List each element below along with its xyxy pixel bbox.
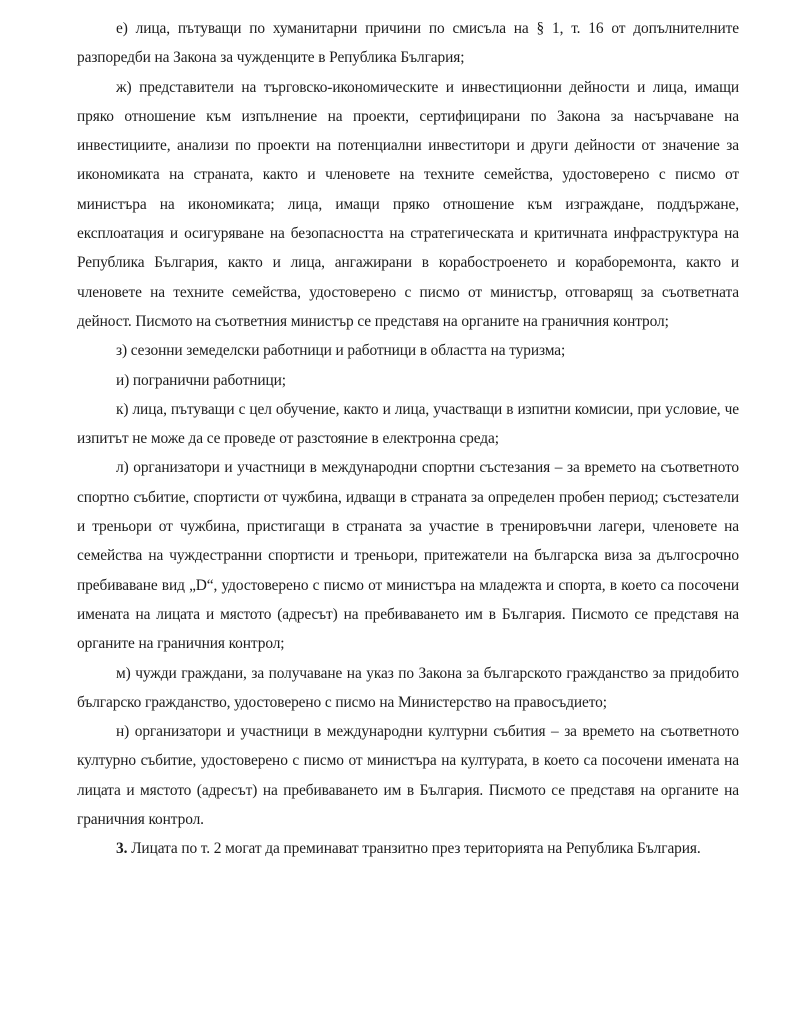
paragraph-text: м) чужди граждани, за получаване на указ по Закона за българското гражданство за придобито българско гражданство, удостоверено с писмо на Министерство на правосъдието;	[77, 664, 739, 711]
paragraph-m	[77, 659, 739, 718]
paragraph-e	[77, 14, 739, 73]
paragraph-k	[77, 395, 739, 454]
paragraph-l	[77, 453, 739, 658]
paragraph-i	[77, 366, 739, 395]
paragraph-text: е) лица, пътуващи по хуманитарни причини по смисъла на § 1, т. 16 от допълнителните разпоредби на Закона за чужденците в Република България;	[77, 20, 739, 67]
paragraph-text: л) организатори и участници в международни спортни състезания – за времето на съответното спортно събитие, спортисти от чужбина, идващи в страната за определен пробен период; състезатели и треньори от чужбина, пристигащи в страната за участие в тренировъчни лагери, членовете на семейства на чуждестранни спортисти и треньори, притежатели на българска виза за дългосрочно пребиваване вид „D“, удостоверено с писмо от министъра на младежта и спорта, в което са посочени имената на лицата и мястото (адресът) на пребиваването им в България. Писмото се представя на органите на граничния контрол;	[77, 459, 739, 653]
paragraph-number: 3.	[116, 840, 128, 858]
paragraph-text: з) сезонни земеделски работници и работници в областта на туризма;	[116, 342, 566, 360]
document-page	[77, 14, 739, 864]
paragraph-z	[77, 336, 739, 365]
paragraph-n	[77, 717, 739, 834]
paragraph-text: к) лица, пътуващи с цел обучение, както и лица, участващи в изпитни комисии, при условие, че изпитът не може да се проведе от разстояние в електронна среда;	[77, 400, 739, 448]
paragraph-text: и) погранични работници;	[116, 371, 286, 389]
paragraph-text: н) организатори и участници в международни културни събития – за времето на съответното културно събитие, удостоверено с писмо от министъра на културата, в което са посочени имената на лицата и мястото (адресът) на пребиваването им в България. Писмото се представя на органите на граничния контрол.	[77, 723, 739, 829]
paragraph-text: Лицата по т. 2 могат да преминават транзитно през територията на Република България.	[127, 840, 701, 858]
paragraph-3	[77, 834, 739, 863]
paragraph-zh	[77, 73, 739, 337]
paragraph-text: ж) представители на търговско-икономическите и инвестиционни дейности и лица, имащи пряко отношение към изпълнение на проекти, сертифицирани по Закона за насърчаване на инвестициите, анализи по проекти на потенциални инвеститори и други дейности от значение за икономиката на страната, както и членовете на техните семейства, удостоверено с писмо от министъра на икономиката; лица, имащи пряко отношение към изграждане, поддържане, експлоатация и осигуряване на безопасността на стратегическата и критичната инфраструктура на Република България, както и лица, ангажирани в корабостроенето и кораборемонта, както и членовете на техните семейства, удостоверено с писмо от министър, отговарящ за съответната дейност. Писмото на съответния министър се представя на органите на граничния контрол;	[77, 78, 739, 330]
